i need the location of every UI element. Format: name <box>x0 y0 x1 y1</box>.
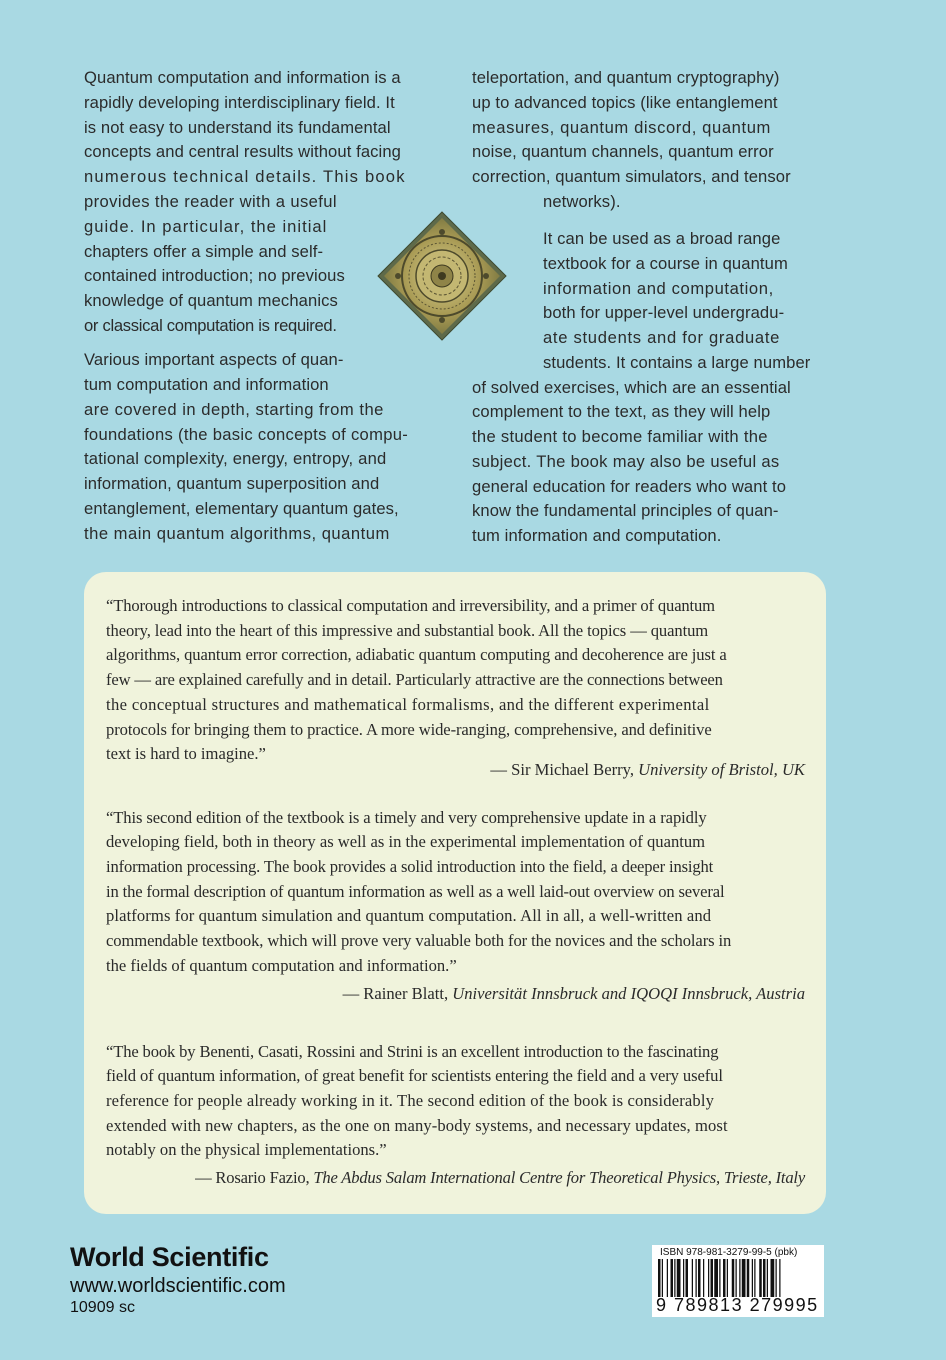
blurb-line: correction, quantum simulators, and tensor <box>472 167 791 186</box>
barcode-bar <box>732 1259 735 1297</box>
blurb-line: is not easy to understand its fundamental <box>84 118 391 137</box>
barcode-bar <box>771 1259 775 1297</box>
barcode-bar <box>723 1259 726 1297</box>
blurb-line: subject. The book may also be useful as <box>472 452 780 471</box>
barcode-bar <box>747 1259 750 1297</box>
review-affiliation: Universität Innsbruck and IQOQI Innsbruck, Austria <box>452 984 805 1003</box>
blurb-line: networks). <box>543 192 621 211</box>
barcode-bar <box>674 1259 675 1297</box>
blurb-line: measures, quantum discord, quantum <box>472 118 771 137</box>
review-line: “This second edition of the textbook is a timely and very comprehensive update in a rapidly <box>106 808 707 827</box>
barcode-bar <box>667 1259 668 1297</box>
review-line: commendable textbook, which will prove very valuable both for the novices and the scholars in <box>106 931 732 950</box>
blurb-line: Various important aspects of quan- <box>84 350 344 369</box>
barcode-bar <box>739 1259 740 1297</box>
review-author: — Rainer Blatt, <box>342 984 449 1003</box>
blurb-line: of solved exercises, which are an essential <box>472 378 791 397</box>
blurb-line: tum information and computation. <box>472 526 722 545</box>
barcode-bar <box>754 1259 755 1297</box>
review-line: reference for people already working in it. The second edition of the book is considerably <box>106 1091 715 1110</box>
blurb-line: numerous technical details. This book <box>84 167 406 186</box>
blurb-line: or classical computation is required. <box>84 316 337 335</box>
blurb-line: rapidly developing interdisciplinary field. It <box>84 93 395 112</box>
review-line: extended with new chapters, as the one on many-body systems, and necessary updates, most <box>106 1116 728 1135</box>
blurb-line: know the fundamental principles of quan- <box>472 501 779 520</box>
publisher-name: World Scientific <box>70 1242 269 1272</box>
blurb-line: entanglement, elementary quantum gates, <box>84 499 399 518</box>
review-attribution <box>343 982 805 1006</box>
barcode-bars <box>658 1259 818 1297</box>
blurb-line: tum computation and information <box>84 375 329 394</box>
blurb-line: students. It contains a large number <box>543 353 811 372</box>
blurb-line: guide. In particular, the initial <box>84 217 328 236</box>
blurb-line: information, quantum superposition and <box>84 474 380 493</box>
review-author: — Sir Michael Berry, <box>490 760 634 779</box>
blurb-line: noise, quantum channels, quantum error <box>472 142 774 161</box>
review-attribution <box>195 1166 805 1190</box>
blurb-line: up to advanced topics (like entanglement <box>472 93 778 112</box>
blurb-line: contained introduction; no previous <box>84 266 345 285</box>
barcode-bar <box>658 1259 661 1297</box>
review-line: text is hard to imagine.” <box>106 744 266 763</box>
review-line: protocols for bringing them to practice. A more wide-ranging, comprehensive, and definitive <box>106 720 712 739</box>
blurb-line: ate students and for graduate <box>543 328 781 347</box>
barcode-bar <box>703 1259 704 1297</box>
review-line: the fields of quantum computation and information.” <box>106 956 457 975</box>
barcode-bar <box>696 1259 697 1297</box>
isbn-label: ISBN 978-981-3279-99-5 (pbk) <box>660 1247 798 1258</box>
publisher-code: 10909 sc <box>70 1299 135 1316</box>
blurb-line: complement to the text, as they will help <box>472 402 771 421</box>
blurb-line: provides the reader with a useful <box>84 192 338 211</box>
review-attribution <box>490 758 805 782</box>
isbn-barcode <box>652 1245 824 1317</box>
publisher-url: www.worldscientific.com <box>70 1275 286 1297</box>
blurb-line: teleportation, and quantum cryptography) <box>472 68 780 87</box>
barcode-digits: 9 789813 279995 <box>656 1295 819 1315</box>
review-line: in the formal description of quantum information as well as a well laid-out overview on several <box>106 882 725 901</box>
barcode-bar <box>742 1259 746 1297</box>
review-line: platforms for quantum simulation and quantum computation. All in all, a well-written and <box>106 906 712 925</box>
review-line: developing field, both in theory as well as in the experimental implementation of quantum <box>106 832 706 851</box>
blurb-line: information and computation, <box>543 279 774 298</box>
blurb-line: the student to become familiar with the <box>472 427 768 446</box>
barcode-bar <box>763 1259 766 1297</box>
blurb-line: tational complexity, energy, entropy, and <box>84 449 387 468</box>
barcode-bar <box>671 1259 674 1297</box>
barcode-bar <box>736 1259 737 1297</box>
blurb-line: Quantum computation and information is a <box>84 68 401 87</box>
review-line: information processing. The book provides a solid introduction into the field, a deeper insight <box>106 857 714 876</box>
barcode-bar <box>677 1259 681 1297</box>
barcode-bar <box>719 1259 720 1297</box>
barcode-bar <box>752 1259 753 1297</box>
barcode-bar <box>767 1259 768 1297</box>
blurb-line: general education for readers who want to <box>472 477 787 496</box>
barcode-bar <box>662 1259 663 1297</box>
blurb-line: foundations (the basic concepts of compu- <box>84 425 409 444</box>
blurb-line: are covered in depth, starting from the <box>84 400 384 419</box>
review-author: — Rosario Fazio, <box>195 1168 310 1187</box>
review-line: few — are explained carefully and in detail. Particularly attractive are the connections between <box>106 670 723 689</box>
barcode-bar <box>683 1259 684 1297</box>
review-line: “Thorough introductions to classical computation and irreversibility, and a primer of quantum <box>106 596 715 615</box>
blurb-line: It can be used as a broad range <box>543 229 781 248</box>
review-affiliation: University of Bristol, UK <box>638 760 805 779</box>
barcode-bar <box>698 1259 701 1297</box>
review-line: the conceptual structures and mathematical formalisms, and the different experimental <box>106 695 710 714</box>
review-line: field of quantum information, of great benefit for scientists entering the field and a very useful <box>106 1066 723 1085</box>
blurb-line: concepts and central results without facing <box>84 142 401 161</box>
barcode-bar <box>776 1259 777 1297</box>
barcode-bar <box>692 1259 693 1297</box>
barcode-bar <box>686 1259 689 1297</box>
review-line: notably on the physical implementations.” <box>106 1140 387 1159</box>
review-affiliation: The Abdus Salam International Centre for Theoretical Physics, Trieste, Italy <box>313 1168 805 1187</box>
blurb-line: textbook for a course in quantum <box>543 254 788 273</box>
barcode-bar <box>779 1259 780 1297</box>
blurb-line: knowledge of quantum mechanics <box>84 291 338 310</box>
barcode-bar <box>759 1259 762 1297</box>
blurb-line: chapters offer a simple and self- <box>84 242 324 261</box>
diamond-emblem-image <box>376 210 508 342</box>
blurb-line: the main quantum algorithms, quantum <box>84 524 390 543</box>
blurb-line: both for upper-level undergradu- <box>543 303 785 322</box>
review-line: “The book by Benenti, Casati, Rossini and Strini is an excellent introduction to the fascinating <box>106 1042 719 1061</box>
barcode-bar <box>708 1259 709 1297</box>
review-line: algorithms, quantum error correction, adiabatic quantum computing and decoherence are just a <box>106 645 727 664</box>
review-line: theory, lead into the heart of this impressive and substantial book. All the topics — quantum <box>106 621 709 640</box>
barcode-bar <box>711 1259 714 1297</box>
barcode-bar <box>727 1259 728 1297</box>
barcode-bar <box>714 1259 718 1297</box>
